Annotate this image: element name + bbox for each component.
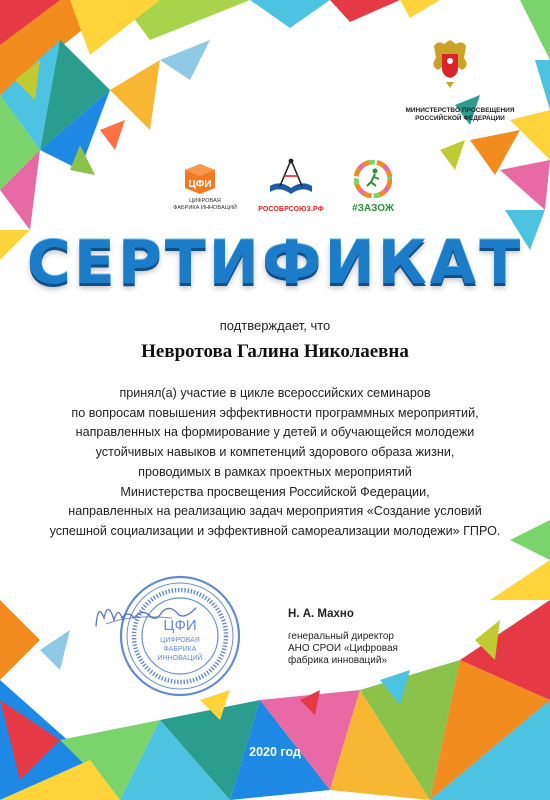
- zozh-caption: #ЗАЗОЖ: [352, 203, 394, 214]
- certificate-title: СЕРТИФИКАТ: [26, 228, 524, 298]
- ministry-name-line: МИНИСТЕРСТВО ПРОСВЕЩЕНИЯ: [405, 107, 515, 114]
- recipient-name: Невротова Галина Николаевна: [141, 341, 409, 362]
- signer-title-line: АНО СРОИ «Цифровая: [288, 643, 398, 654]
- signer-title-line: фабрика инноваций»: [288, 655, 388, 666]
- handwritten-signature: [92, 588, 202, 638]
- body-line: направленных на реализацию задач мероприятия «Создание условий: [68, 504, 482, 519]
- cfi-logo: [170, 162, 240, 222]
- cfi-mark-text: ЦФИ: [188, 179, 212, 190]
- stamp-line: ЦИФРОВАЯ: [160, 637, 200, 644]
- book-compass-icon: [266, 156, 316, 200]
- zozh-logo: [345, 160, 401, 222]
- cfi-caption-line: ФАБРИКА ИННОВАЦИЙ: [173, 205, 237, 211]
- body-line: устойчивых навыков и компетенций здорового образа жизни,: [95, 445, 455, 460]
- ministry-emblem-icon: [426, 36, 474, 90]
- stamp-line: ИННОВАЦИЙ: [157, 655, 203, 662]
- body-line: направленных на формирование у детей и обучающейся молодежи: [75, 425, 475, 440]
- confirms-text: подтверждает, что: [219, 318, 331, 333]
- certificate-year: 2020 год: [249, 745, 301, 759]
- ministry-name: [405, 107, 515, 123]
- body-line: по вопросам повышения эффективности программных мероприятий,: [71, 405, 479, 420]
- ministry-name-line: РОССИЙСКОЙ ФЕДЕРАЦИИ: [415, 115, 505, 122]
- signer-title-line: генеральный директор: [288, 631, 394, 642]
- body-line: принял(а) участие в цикле всероссийских семинаров: [119, 386, 431, 400]
- zozh-wheel-icon: [354, 160, 392, 198]
- cfi-caption: [170, 198, 240, 212]
- body-line: успешной социализации и эффективной самореализации молодежи» ГПРО.: [49, 523, 501, 538]
- body-line: проводимых в рамках проектных мероприятий: [138, 464, 412, 479]
- rosobrsoyuz-logo: [256, 156, 326, 220]
- cfi-caption-line: ЦИФРОВАЯ: [189, 198, 221, 204]
- stamp-mark-text: ЦФИ: [163, 617, 197, 634]
- cfi-cube-icon: [181, 162, 219, 196]
- signer-title: [288, 631, 428, 667]
- stamp-line: ФАБРИКА: [163, 646, 197, 653]
- certificate-body: [30, 384, 520, 542]
- rosobrsoyuz-caption: РОСОБРСОЮЗ.РФ: [258, 206, 324, 213]
- body-line: Министерства просвещения Российской Федерации,: [120, 484, 430, 499]
- signer-name: Н. А. Махно: [288, 608, 354, 620]
